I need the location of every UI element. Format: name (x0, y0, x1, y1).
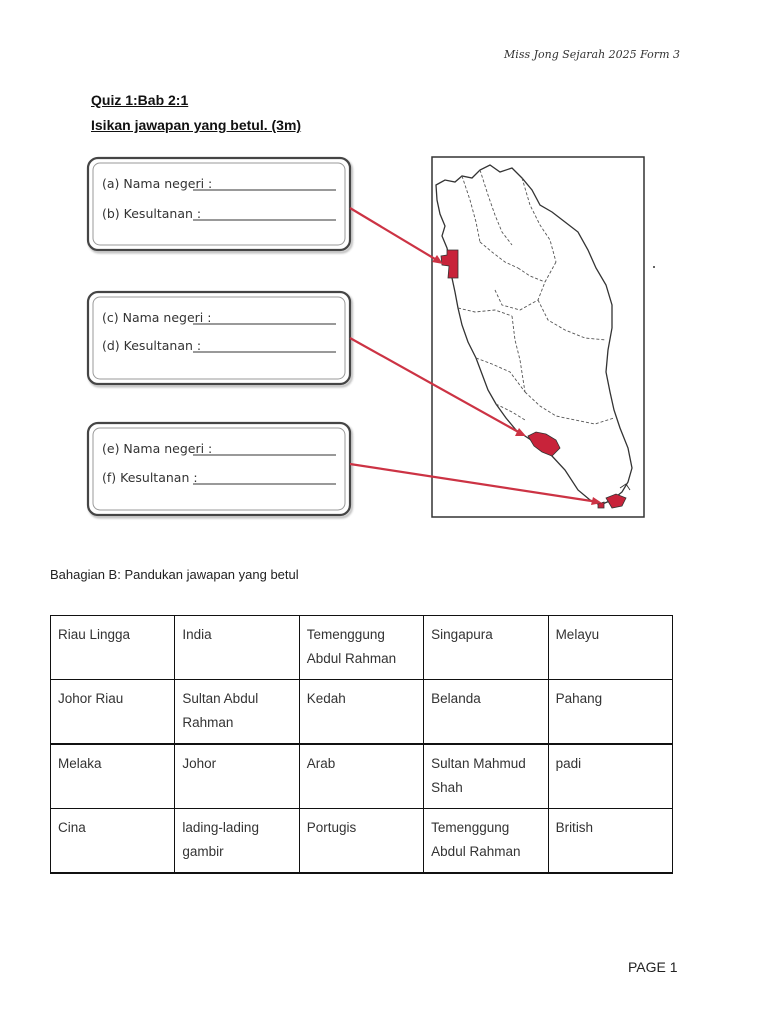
quiz-instruction: Isikan jawapan yang betul. (3m) (91, 117, 302, 133)
table-cell: Cina (51, 809, 175, 874)
section-b-heading: Bahagian B: Pandukan jawapan yang betul (50, 567, 299, 582)
header-note: Miss Jong Sejarah 2025 Form 3 (504, 48, 680, 61)
answer-bank-table (50, 615, 673, 874)
table-cell: Kedah (299, 680, 423, 745)
label-f: (f) Kesultanan : (102, 470, 198, 485)
answer-box-a-b (88, 158, 350, 250)
table-cell: Arab (299, 744, 423, 809)
table-cell: Melayu (548, 616, 672, 680)
table-cell: British (548, 809, 672, 874)
table-cell: Johor (175, 744, 299, 809)
table-cell: padi (548, 744, 672, 809)
highlight-singapura (606, 494, 626, 508)
table-row (51, 744, 673, 809)
pointer-arrows (350, 208, 598, 502)
table-cell: lading-lading gambir (175, 809, 299, 874)
highlight-melaka (528, 432, 560, 456)
page-number: PAGE 1 (628, 959, 678, 975)
answer-box-e-f (88, 423, 350, 515)
highlight-kedah (441, 250, 458, 278)
label-d: (d) Kesultanan : (102, 338, 202, 353)
label-e: (e) Nama negeri : (102, 441, 213, 456)
table-row (51, 616, 673, 680)
peninsula-map (432, 157, 644, 517)
table-row (51, 680, 673, 745)
table-cell: Johor Riau (51, 680, 175, 745)
table-cell: Temenggung Abdul Rahman (424, 809, 548, 874)
peninsula-outline (436, 165, 632, 505)
table-cell: Belanda (424, 680, 548, 745)
table-cell: Pahang (548, 680, 672, 745)
label-a: (a) Nama negeri : (102, 176, 213, 191)
table-cell: Riau Lingga (51, 616, 175, 680)
label-c: (c) Nama negeri : (102, 310, 212, 325)
table-cell: Sultan Mahmud Shah (424, 744, 548, 809)
table-cell: India (175, 616, 299, 680)
table-cell: Temenggung Abdul Rahman (299, 616, 423, 680)
table-cell: Singapura (424, 616, 548, 680)
table-cell: Portugis (299, 809, 423, 874)
answer-box-c-d (88, 292, 350, 384)
table-cell: Melaka (51, 744, 175, 809)
label-b: (b) Kesultanan : (102, 206, 202, 221)
quiz-title: Quiz 1:Bab 2:1 (91, 92, 189, 108)
table-cell: Sultan Abdul Rahman (175, 680, 299, 745)
table-row (51, 809, 673, 874)
